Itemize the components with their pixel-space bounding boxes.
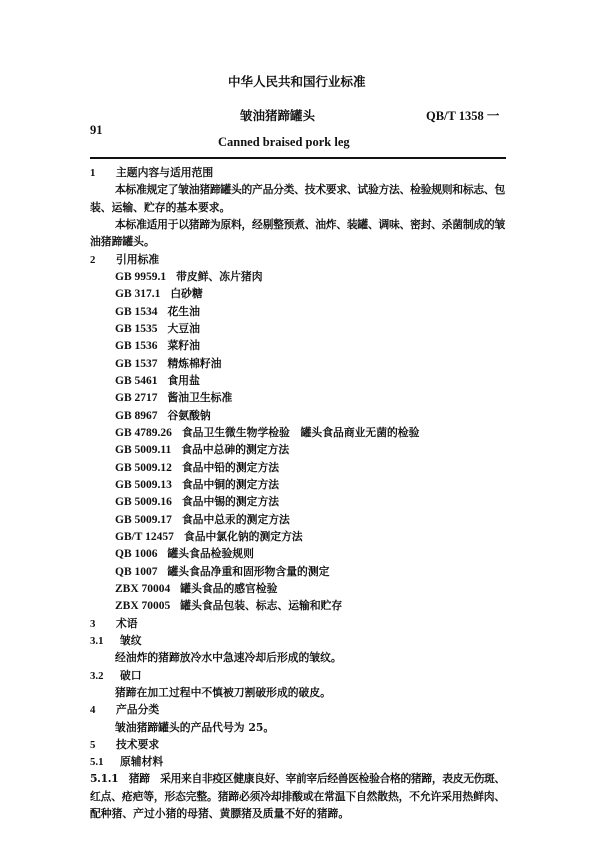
section-heading	[90, 701, 505, 718]
paragraph-line: 配种猪、产过小猪的母猪、黄膘猪及质量不好的猪蹄。	[90, 807, 350, 821]
reference-title: 食用盐	[167, 373, 200, 387]
section-heading	[90, 667, 505, 684]
reference-title: 大豆油	[167, 321, 200, 335]
reference-code: GB 5009.17	[115, 513, 172, 526]
section-heading	[90, 615, 505, 632]
reference-code: GB 8967	[115, 409, 158, 422]
reference-code: GB 5009.12	[115, 461, 172, 474]
standard-year: 91	[90, 123, 103, 137]
reference-item	[90, 563, 505, 580]
reference-title: 罐头食品净重和固形物含量的测定	[167, 564, 330, 578]
reference-item	[90, 337, 505, 354]
paragraph-line: 红点、疮疤等，形态完整。猪蹄必须冷却排酸或在常温下自然散热，不允许采用热鲜肉、	[90, 789, 505, 803]
reference-code: GB 317.1	[115, 288, 161, 301]
reference-code: GB 2717	[115, 392, 158, 405]
standard-title: 中华人民共和国行业标准	[228, 74, 366, 89]
reference-item	[90, 545, 505, 562]
paragraph-line: 本标准适用于以猪蹄为原料，经剔整预煮、油炸、装罐、调味、密封、杀菌制成的皱	[115, 217, 505, 231]
section-title: 技术要求	[116, 737, 160, 751]
reference-item	[90, 407, 505, 424]
section-heading	[90, 164, 505, 181]
reference-code: QB 1006	[115, 548, 158, 561]
section-number: 1	[90, 167, 96, 179]
reference-code: GB 5009.11	[115, 444, 172, 457]
reference-code: GB 5009.16	[115, 496, 172, 509]
reference-title: 花生油	[167, 304, 200, 318]
reference-code: GB 5461	[115, 374, 158, 387]
reference-code: GB 1535	[115, 322, 158, 335]
reference-item	[90, 355, 505, 372]
reference-item	[90, 476, 505, 493]
reference-item	[90, 580, 505, 597]
section-heading	[90, 632, 505, 649]
reference-title: 菜籽油	[167, 339, 200, 353]
reference-item	[90, 268, 505, 285]
reference-title: 食品中锡的测定方法	[181, 495, 280, 509]
document-body	[90, 164, 505, 822]
section-title: 产品分类	[116, 703, 160, 717]
paragraph-line: 猪蹄在加工过程中不慎被刀割破形成的破皮。	[115, 685, 331, 699]
reference-item	[90, 372, 505, 389]
section-number: 4	[90, 704, 96, 717]
section-number: 3	[90, 617, 96, 630]
section-number: 3.1	[90, 634, 104, 647]
reference-title: 罐头食品检验规则	[167, 547, 254, 561]
reference-item	[90, 528, 505, 545]
reference-item	[90, 303, 505, 320]
paragraph-line: 装、运输、贮存的基本要求。	[90, 200, 231, 214]
section-number: 2	[90, 253, 96, 266]
reference-title: 精炼棉籽油	[167, 356, 222, 370]
section-number: 5	[90, 738, 96, 751]
reference-item	[90, 597, 505, 614]
reference-title: 食品卫生微生物学检验 罐头食品商业无菌的检验	[181, 425, 420, 439]
paragraph-line: 皱油猪蹄罐头的产品代号为 25。	[115, 720, 275, 734]
reference-title: 食品中总砷的测定方法	[181, 443, 290, 457]
paragraph-line: 本标准规定了皱油猪蹄罐头的产品分类、技术要求、试验方法、检验规则和标志、包	[115, 183, 505, 197]
reference-title: 罐头食品的感官检验	[180, 581, 278, 595]
section-title: 引用标准	[116, 252, 160, 266]
section-number: 3.2	[90, 669, 104, 682]
section-heading	[90, 753, 505, 770]
section-heading	[90, 251, 505, 268]
document-title: 皱油猪蹄罐头	[240, 108, 316, 123]
reference-code: GB 1537	[115, 357, 158, 370]
reference-title: 白砂糖	[170, 287, 203, 301]
section-title: 破口	[120, 668, 142, 682]
reference-title: 食品中氯化钠的测定方法	[183, 529, 303, 543]
section-number: 5.1	[90, 756, 104, 769]
paragraph-line: 5.1.1 猪蹄 采用来自非疫区健康良好、宰前宰后经兽医检验合格的猪蹄，表皮无伤斑、	[90, 772, 505, 786]
section-title: 术语	[116, 616, 138, 630]
reference-title: 食品中铜的测定方法	[181, 477, 280, 491]
section-title: 原辅材料	[120, 755, 164, 769]
reference-item	[90, 389, 505, 406]
paragraph-line: 经油炸的猪蹄放冷水中急速冷却后形成的皱纹。	[115, 651, 342, 665]
reference-code: GB 9959.1	[115, 270, 167, 283]
reference-code: GB 1534	[115, 305, 158, 318]
paragraph-line: 油猪蹄罐头。	[90, 235, 155, 249]
reference-code: ZBX 70005	[115, 600, 171, 613]
reference-item	[90, 424, 505, 441]
reference-item	[90, 285, 505, 302]
reference-item	[90, 511, 505, 528]
section-title: 主题内容与适用范围	[116, 166, 214, 179]
standard-code: QB/T 1358 一	[426, 109, 500, 123]
reference-item	[90, 493, 505, 510]
reference-title: 食品中铅的测定方法	[181, 460, 280, 474]
reference-item	[90, 320, 505, 337]
reference-code: GB 5009.13	[115, 478, 172, 491]
reference-title: 带皮鲜、冻片猪肉	[176, 269, 263, 283]
reference-title: 食品中总汞的测定方法	[181, 512, 290, 526]
reference-code: GB 4789.26	[115, 426, 172, 439]
reference-item	[90, 441, 505, 458]
section-title: 皱纹	[120, 633, 142, 647]
header-divider	[90, 157, 506, 159]
reference-item	[90, 459, 505, 476]
english-title: Canned braised pork leg	[218, 135, 350, 149]
reference-title: 罐头食品包装、标志、运输和贮存	[180, 599, 343, 613]
reference-title: 酱油卫生标准	[167, 391, 233, 405]
section-heading	[90, 736, 505, 753]
reference-code: GB 1536	[115, 340, 158, 353]
reference-code: QB 1007	[115, 565, 158, 578]
reference-code: GB/T 12457	[115, 530, 174, 543]
reference-code: ZBX 70004	[115, 582, 171, 595]
reference-title: 谷氨酸钠	[167, 408, 211, 422]
